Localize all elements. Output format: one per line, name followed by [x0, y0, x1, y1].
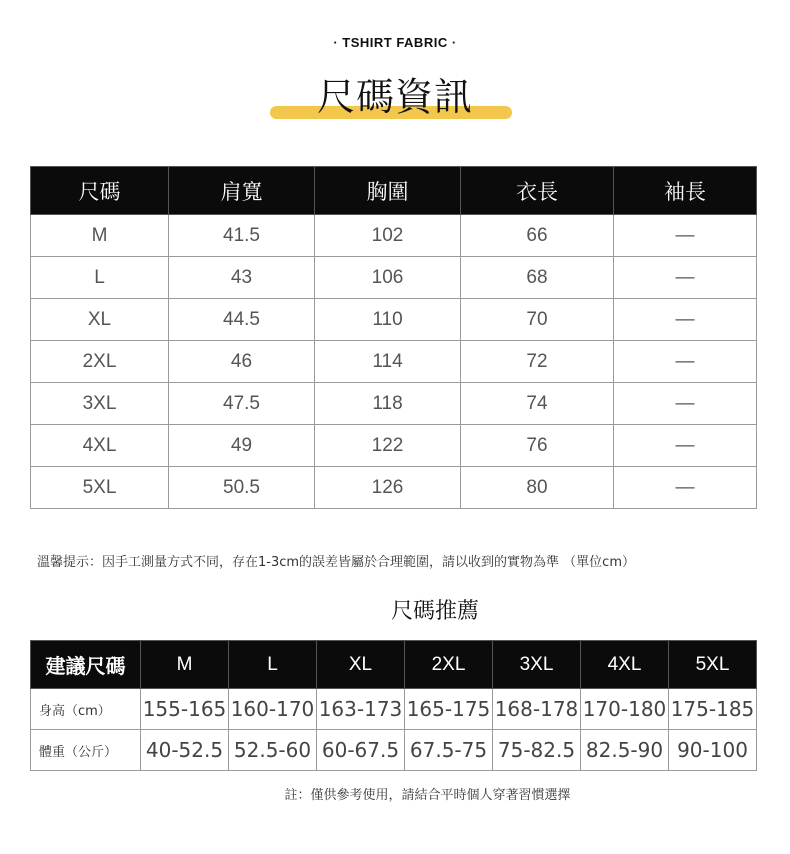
height-cell: 170-180	[581, 689, 669, 730]
cell-chest: 110	[315, 299, 461, 341]
cell-size: XL	[31, 299, 169, 341]
weight-cell: 60-67.5	[317, 730, 405, 771]
cell-size: 5XL	[31, 467, 169, 509]
recommend-size-5xl: 5XL	[669, 641, 757, 689]
recommend-size-4xl: 4XL	[581, 641, 669, 689]
recommend-size-3xl: 3XL	[493, 641, 581, 689]
cell-chest: 106	[315, 257, 461, 299]
cell-chest: 118	[315, 383, 461, 425]
cell-shoulder: 41.5	[169, 215, 315, 257]
cell-chest: 126	[315, 467, 461, 509]
cell-length: 70	[461, 299, 614, 341]
cell-sleeve: —	[614, 215, 757, 257]
title-block	[0, 62, 790, 122]
recommend-table	[30, 640, 757, 771]
table-row	[31, 383, 757, 425]
weight-cell: 52.5-60	[229, 730, 317, 771]
height-cell: 165-175	[405, 689, 493, 730]
table-row	[31, 257, 757, 299]
cell-size: 2XL	[31, 341, 169, 383]
cell-length: 76	[461, 425, 614, 467]
cell-size: L	[31, 257, 169, 299]
cell-chest: 122	[315, 425, 461, 467]
size-table	[30, 166, 757, 509]
cell-sleeve: —	[614, 425, 757, 467]
cell-length: 66	[461, 215, 614, 257]
cell-length: 72	[461, 341, 614, 383]
cell-shoulder: 44.5	[169, 299, 315, 341]
cell-sleeve: —	[614, 467, 757, 509]
height-row-label: 身高（cm）	[31, 689, 141, 730]
col-header-length: 衣長	[461, 167, 614, 215]
height-cell: 155-165	[141, 689, 229, 730]
size-table-header	[31, 167, 757, 215]
height-cell: 168-178	[493, 689, 581, 730]
table-row	[31, 425, 757, 467]
recommend-size-xl: XL	[317, 641, 405, 689]
weight-cell: 82.5-90	[581, 730, 669, 771]
recommend-title: 尺碼推薦	[390, 599, 479, 624]
height-cell: 175-185	[669, 689, 757, 730]
cell-shoulder: 46	[169, 341, 315, 383]
recommend-size-m: M	[141, 641, 229, 689]
weight-cell: 90-100	[669, 730, 757, 771]
col-header-size: 尺碼	[31, 167, 169, 215]
fabric-subtitle: · TSHIRT FABRIC ·	[333, 35, 457, 50]
table-row	[31, 215, 757, 257]
cell-size: 4XL	[31, 425, 169, 467]
cell-chest: 102	[315, 215, 461, 257]
recommend-size-2xl: 2XL	[405, 641, 493, 689]
recommend-size-l: L	[229, 641, 317, 689]
cell-length: 80	[461, 467, 614, 509]
cell-sleeve: —	[614, 383, 757, 425]
table-row	[31, 299, 757, 341]
measurement-note: 溫馨提示：因手工測量方式不同，存在1-3cm的誤差皆屬於合理範圍，請以收到的實物為準 （單位cm）	[37, 555, 635, 570]
cell-shoulder: 43	[169, 257, 315, 299]
cell-length: 74	[461, 383, 614, 425]
cell-length: 68	[461, 257, 614, 299]
weight-cell: 67.5-75	[405, 730, 493, 771]
recommend-header-label: 建議尺碼	[31, 641, 141, 689]
height-row	[31, 689, 757, 730]
footnote: 註：僅供參考使用，請結合平時個人穿著習慣選擇	[284, 788, 571, 803]
weight-row-label: 體重（公斤）	[31, 730, 141, 771]
col-header-chest: 胸圍	[315, 167, 461, 215]
cell-sleeve: —	[614, 257, 757, 299]
weight-cell: 40-52.5	[141, 730, 229, 771]
recommend-header-row	[31, 641, 757, 689]
cell-chest: 114	[315, 341, 461, 383]
col-header-sleeve: 袖長	[614, 167, 757, 215]
weight-row	[31, 730, 757, 771]
cell-sleeve: —	[614, 299, 757, 341]
height-cell: 160-170	[229, 689, 317, 730]
cell-shoulder: 50.5	[169, 467, 315, 509]
cell-size: M	[31, 215, 169, 257]
table-row	[31, 467, 757, 509]
cell-shoulder: 49	[169, 425, 315, 467]
page-title: 尺碼資訊	[316, 75, 473, 119]
col-header-shoulder: 肩寬	[169, 167, 315, 215]
cell-size: 3XL	[31, 383, 169, 425]
height-cell: 163-173	[317, 689, 405, 730]
table-row	[31, 341, 757, 383]
cell-shoulder: 47.5	[169, 383, 315, 425]
cell-sleeve: —	[614, 341, 757, 383]
weight-cell: 75-82.5	[493, 730, 581, 771]
